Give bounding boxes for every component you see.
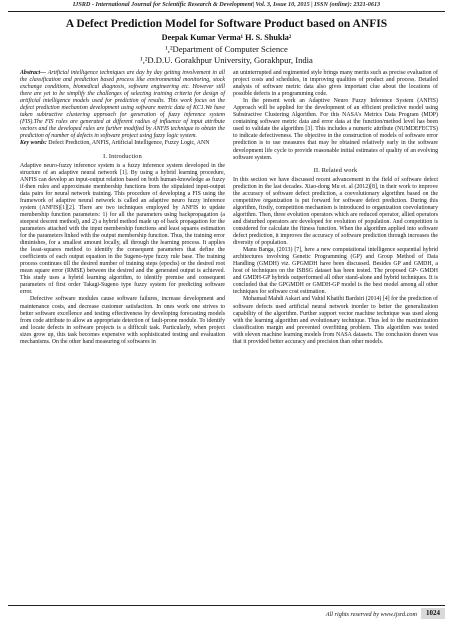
- section-heading-related-work: II. Related work: [313, 166, 358, 174]
- author-line: Deepak Kumar Verma¹ H. S. Shukla²: [161, 33, 292, 42]
- footer-rule: [8, 605, 445, 606]
- journal-header: [8, 0, 445, 12]
- right-column: [233, 70, 438, 346]
- page-number: 1024: [421, 608, 445, 619]
- affiliation-department: ¹,²Department of Computer Science: [165, 44, 288, 54]
- footer-copyright: All rights reserved by www.ijsrd.com: [325, 611, 417, 618]
- keywords-text: Defect Prediction, ANFIS, Artificial Intelligence, Fuzzy Logic, ANN: [46, 140, 210, 147]
- intro-paragraph-1: Adaptive neuro-fuzzy inference system is a fuzzy inference system developed in the structure of an adaptive neural network [1]. By using a hybrid learning procedure, ANFIS can develop an input-output relation based on both human-knowledge as fuzzy if-then rules and approximate membership functions from the stipulated input-output data pairs for neural network training. This procedure of developing a FIS using the framework of adaptive neural network is called an adaptive neuro fuzzy inference system (ANFIS)[1][2]. There are two techniques employed by ANFIS to update membership function parameters: 1) for all the parameters using backpropagation (a steepest descent method), and 2) a hybrid method made up of back propagation for the parameters attached with the input membership functions and least squares estimation for the parameters linked with the output membership function. Thus, the training error diminishes, for a smallest amount locally, all through the learning process. It applies the least-squares method to identify the consequent parameters that define the coefficients of each output equation in the Sugeno-type fuzzy rule base. The training process continues till the desired number of training steps (epochs) or the desired root mean square error (RMSE) between the desired and the generated output is achieved. This study uses a hybrid learning algorithm, to identify premise and consequent parameters of first order Takagi-Sugeno type fuzzy system for predicting software error.: [20, 162, 225, 296]
- abstract-text: Artificial intelligence techniques are day by day getting involvement in all the classification and prediction based process like environmental monitoring, stock exchange conditions, biomedical diagnosis, software engineering etc. However still there are yet to be simplify the challenges of selecting training criteria for design of artificial intelligence models used for prediction of results. This work focus on the defect prediction mechanism development using software metric data of KC1.We have taken subtractive clustering approach for generation of fuzzy inference system (FIS).The FIS rules are generated at different radius of influence of input attribute vectors and the developed rules are further modified by ANFIS technique to obtain the prediction of number of defects in software project using fuzzy logic system.: [20, 70, 225, 140]
- intro-continuation-paragraph: an uninterrupted and regimented style brings many merits such as precise evaluation of project costs and schedules, in improving qualities of product and process. Detailed analysis of software metric data also gives important clue about the locations of possible defects in a programming code.: [233, 70, 438, 98]
- keywords-label: Key words:: [20, 140, 47, 147]
- journal-header-text: IJSRD - International Journal for Scientific Research & Development| Vol. 3, Issue 10, 2015 | ISSN (online): 2321-0613: [72, 1, 381, 8]
- paper-title: A Defect Prediction Model for Software Product based on ANFIS: [65, 17, 388, 30]
- left-column: [20, 70, 225, 346]
- keywords: [20, 140, 225, 147]
- intro-paragraph-3: In the present work an Adaptive Neuro Fuzzy Inference System (ANFIS) Approach will be applied for the development of an efficient predictive model using Substractive Clustering Algorithm. For this NASA's Metrics Data Program (MDP) containing software metric data and error data at the function/method level has been used to validate the algorithm [3]. This includes a numeric attribute (NUMDEFECTS) to indicate defectiveness. The objective in the construction of models of software error prediction is to use measures that may be obtained relatively early in the software development life cycle to provide reasonable initial estimates of quality of an evolving software system.: [233, 98, 438, 161]
- abstract: [20, 70, 225, 140]
- abstract-label: Abstract—: [20, 70, 46, 76]
- related-work-paragraph-1: In this section we have discussed recent advancement in the field of software defect prediction in the last decades. Xiao-dong Mu et. al (2012)[8], in their work to improve the accuracy of software defect prediction, a coevolutionary algorithm based on the competitive organization is put forward for software defect prediction. During this algorithm, firstly, competition mechanism is introduced to organization coevolutionary algorithm. Then, three evolution operators which are reduced operator, allied operators and disturbed operators are developed for evolution of population. And competition is considered for calculate the fitness function. When the algorithm applied into software defect prediction, it improves the accuracy of software prediction through increases the diversity of population.: [233, 176, 438, 247]
- related-work-paragraph-2: Manu Banga, (2013) [7], here a new computational intelligence sequential hybrid architectures involving Genetic Programming (GP) and Group Method of Data Handling (GMDH) viz. GPGMDH have been discussed. Besides GP and GMDH, a host of techniques on the ISBSG dataset has been tested. The proposed GP- GMDH and GMDH-GP hybrids outperformed all other stand-alone and hybrid techniques. It is concluded that the GPGMDH or GMDH-GP model is the best model among all other techniques for software cost estimation.: [233, 247, 438, 296]
- section-heading-introduction: I. Introduction: [103, 152, 142, 160]
- affiliation-university: ¹,²D.D.U. Gorakhpur University, Gorakhpur, India: [140, 55, 313, 65]
- related-work-paragraph-3: Mohamad Mahdi Askari and Vahid Khatibi Bardsiri (2014) [4] for the prediction of software defects used artificial neural network inorder to better the generalization capability of the algorithm. Further support vector machine technique was used along with the learning algorithm and evolutionary technique. Thus led to the maximization classification margin and prevented overfitting problem. This algorithm was tested with eleven machine learning models from NASA datasets. The conclusion drawn was that it provided better accuracy and precision than other models.: [233, 296, 438, 345]
- intro-paragraph-2: Defective software modules cause software failures, increase development and maintenance costs, and decrease customer satisfaction. In ones work one strives to better software excellence and testing effectiveness by developing forecasting models from code attribute to allow an appropriate detection of fault-prone module. To identify and locate defects in software projects is a difficult task. Particularly, when project sizes grow up, this task becomes expensive with sophisticated testing and evaluation mechanisms. On the other hand measuring of softwares in: [20, 296, 225, 345]
